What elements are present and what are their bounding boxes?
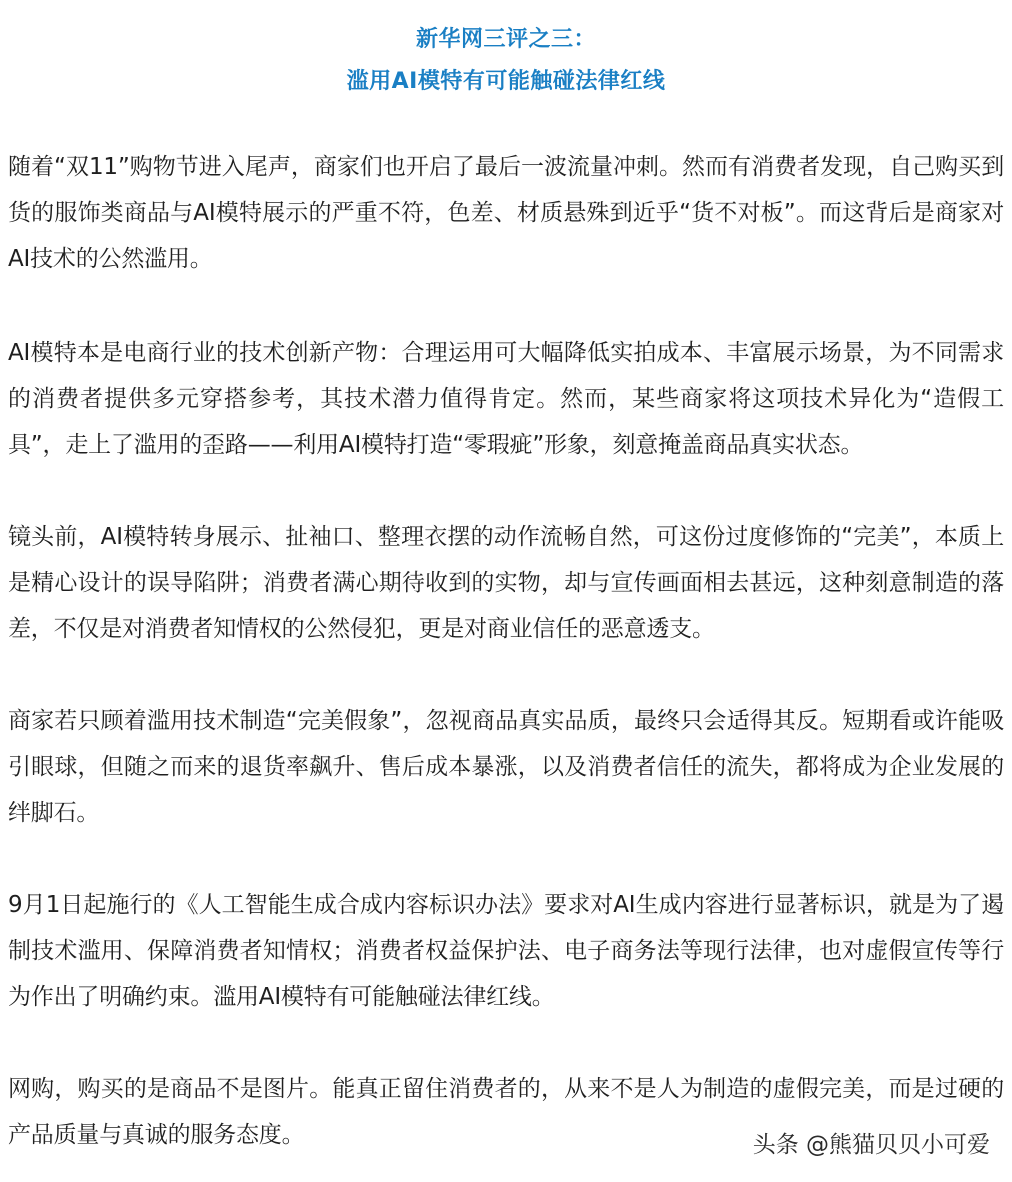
article-paragraph-6: 网购，购买的是商品不是图片。能真正留住消费者的，从来不是人为制造的虚假完美，而是过硬的产品质量与真诚的服务态度。 xyxy=(8,1076,1004,1148)
article-title-line-2: 滥用AI模特有可能触碰法律红线 xyxy=(346,69,666,94)
article-paragraph-5: 9月1日起施行的《人工智能生成合成内容标识办法》要求对AI生成内容进行显著标识，就是为了遏制技术滥用、保障消费者知情权；消费者权益保护法、电子商务法等现行法律，也对虚假宣传等行为作出了明确约束。滥用AI模特有可能触碰法律红线。 xyxy=(8,892,1004,1010)
article-paragraph-1: 随着“双11”购物节进入尾声，商家们也开启了最后一波流量冲刺。然而有消费者发现，自己购买到货的服饰类商品与AI模特展示的严重不符，色差、材质悬殊到近乎“货不对板”。而这背后是商家对AI技术的公然滥用。 xyxy=(8,154,1004,272)
article-paragraph-2: AI模特本是电商行业的技术创新产物：合理运用可大幅降低实拍成本、丰富展示场景，为不同需求的消费者提供多元穿搭参考，其技术潜力值得肯定。然而，某些商家将这项技术异化为“造假工具”，走上了滥用的歪路——利用AI模特打造“零瑕疵”形象，刻意掩盖商品真实状态。 xyxy=(8,340,1004,458)
article-paragraph-3: 镜头前，AI模特转身展示、扯袖口、整理衣摆的动作流畅自然，可这份过度修饰的“完美”，本质上是精心设计的误导陷阱；消费者满心期待收到的实物，却与宣传画面相去甚远，这种刻意制造的落差，不仅是对消费者知情权的公然侵犯，更是对商业信任的恶意透支。 xyxy=(8,524,1004,642)
article-paragraph-4: 商家若只顾着滥用技术制造“完美假象”，忽视商品真实品质，最终只会适得其反。短期看或许能吸引眼球，但随之而来的退货率飙升、售后成本暴涨，以及消费者信任的流失，都将成为企业发展的绊脚石。 xyxy=(8,708,1004,826)
source-watermark: 头条 @熊猫贝贝小可爱 xyxy=(752,1132,990,1158)
article-title-line-1: 新华网三评之三： xyxy=(415,27,596,52)
